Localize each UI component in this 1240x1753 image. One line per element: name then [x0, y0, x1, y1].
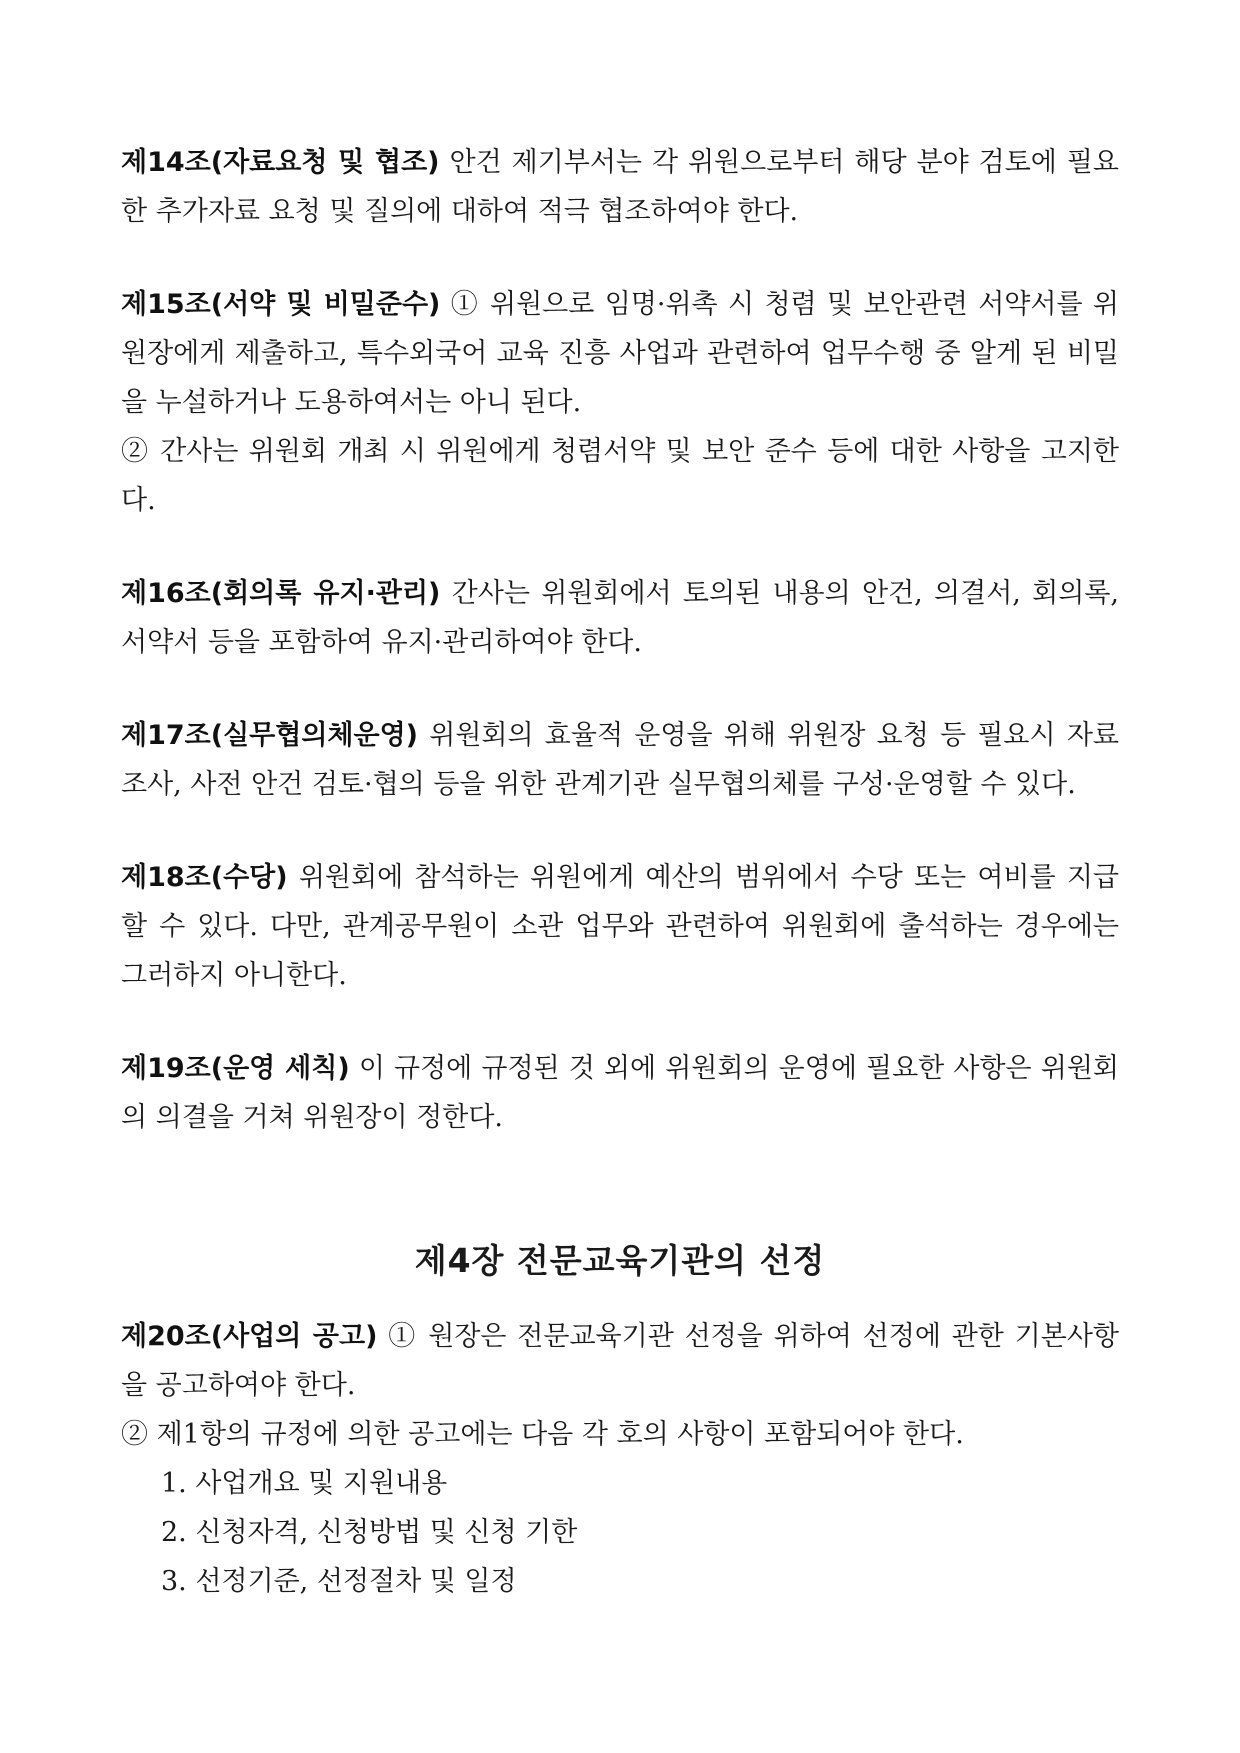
article-title: 제14조(자료요청 및 협조) — [121, 147, 440, 178]
article-body: 위원회에 참석하는 위원에게 예산의 범위에서 수당 또는 여비를 지급할 수 있다. 다만, 관계공무원이 소관 업무와 관련하여 위원회에 출석하는 경우에는 그러하지 아니한다. — [121, 862, 1119, 991]
list-item: 2. 신청자격, 신청방법 및 신청 기한 — [161, 1517, 578, 1548]
article-16 — [121, 569, 1119, 667]
article-17 — [121, 711, 1119, 809]
article-18 — [121, 853, 1119, 1000]
article-14 — [121, 138, 1119, 236]
article-15 — [121, 280, 1119, 525]
article-body: 이 규정에 규정된 것 외에 위원회의 운영에 필요한 사항은 위원회의 의결을 거쳐 위원장이 정한다. — [121, 1053, 1119, 1133]
article-20 — [121, 1312, 1119, 1606]
article-paragraph: ② 제1항의 규정에 의한 공고에는 다음 각 호의 사항이 포함되어야 한다. — [121, 1419, 964, 1450]
article-body: 간사는 위원회에서 토의된 내용의 안건, 의결서, 회의록, 서약서 등을 포함하여 유지·관리하여야 한다. — [121, 578, 1119, 658]
article-body: ① 원장은 전문교육기관 선정을 위하여 선정에 관한 기본사항을 공고하여야 한다. — [121, 1321, 1119, 1401]
article-body: 위원회의 효율적 운영을 위해 위원장 요청 등 필요시 자료조사, 사전 안건 검토·협의 등을 위한 관계기관 실무협의체를 구성·운영할 수 있다. — [121, 720, 1119, 800]
article-title: 제19조(운영 세칙) — [121, 1053, 350, 1084]
article-body: 안건 제기부서는 각 위원으로부터 해당 분야 검토에 필요한 추가자료 요청 및 질의에 대하여 적극 협조하여야 한다. — [121, 147, 1119, 227]
item-list — [121, 1459, 1119, 1606]
chapter-heading: 제4장 전문교육기관의 선정 — [414, 1241, 826, 1280]
list-item: 3. 선정기준, 선정절차 및 일정 — [161, 1566, 517, 1597]
article-title: 제16조(회의록 유지·관리) — [121, 578, 441, 609]
article-title: 제17조(실무협의체운영) — [121, 720, 418, 751]
list-item: 1. 사업개요 및 지원내용 — [161, 1468, 448, 1499]
document-page — [121, 138, 1119, 1606]
article-title: 제18조(수당) — [121, 862, 288, 893]
article-title: 제20조(사업의 공고) — [121, 1321, 378, 1352]
article-paragraph: ② 간사는 위원회 개최 시 위원에게 청렴서약 및 보안 준수 등에 대한 사항을 고지한다. — [121, 436, 1119, 516]
article-paragraph — [121, 280, 1119, 427]
article-19 — [121, 1044, 1119, 1142]
article-body: ① 위원으로 임명·위촉 시 청렴 및 보안관련 서약서를 위원장에게 제출하고, 특수외국어 교육 진흥 사업과 관련하여 업무수행 중 알게 된 비밀을 누설하거나 도용하여서는 아니 된다. — [121, 289, 1119, 418]
article-title: 제15조(서약 및 비밀준수) — [121, 289, 441, 320]
article-paragraph — [121, 1312, 1119, 1410]
